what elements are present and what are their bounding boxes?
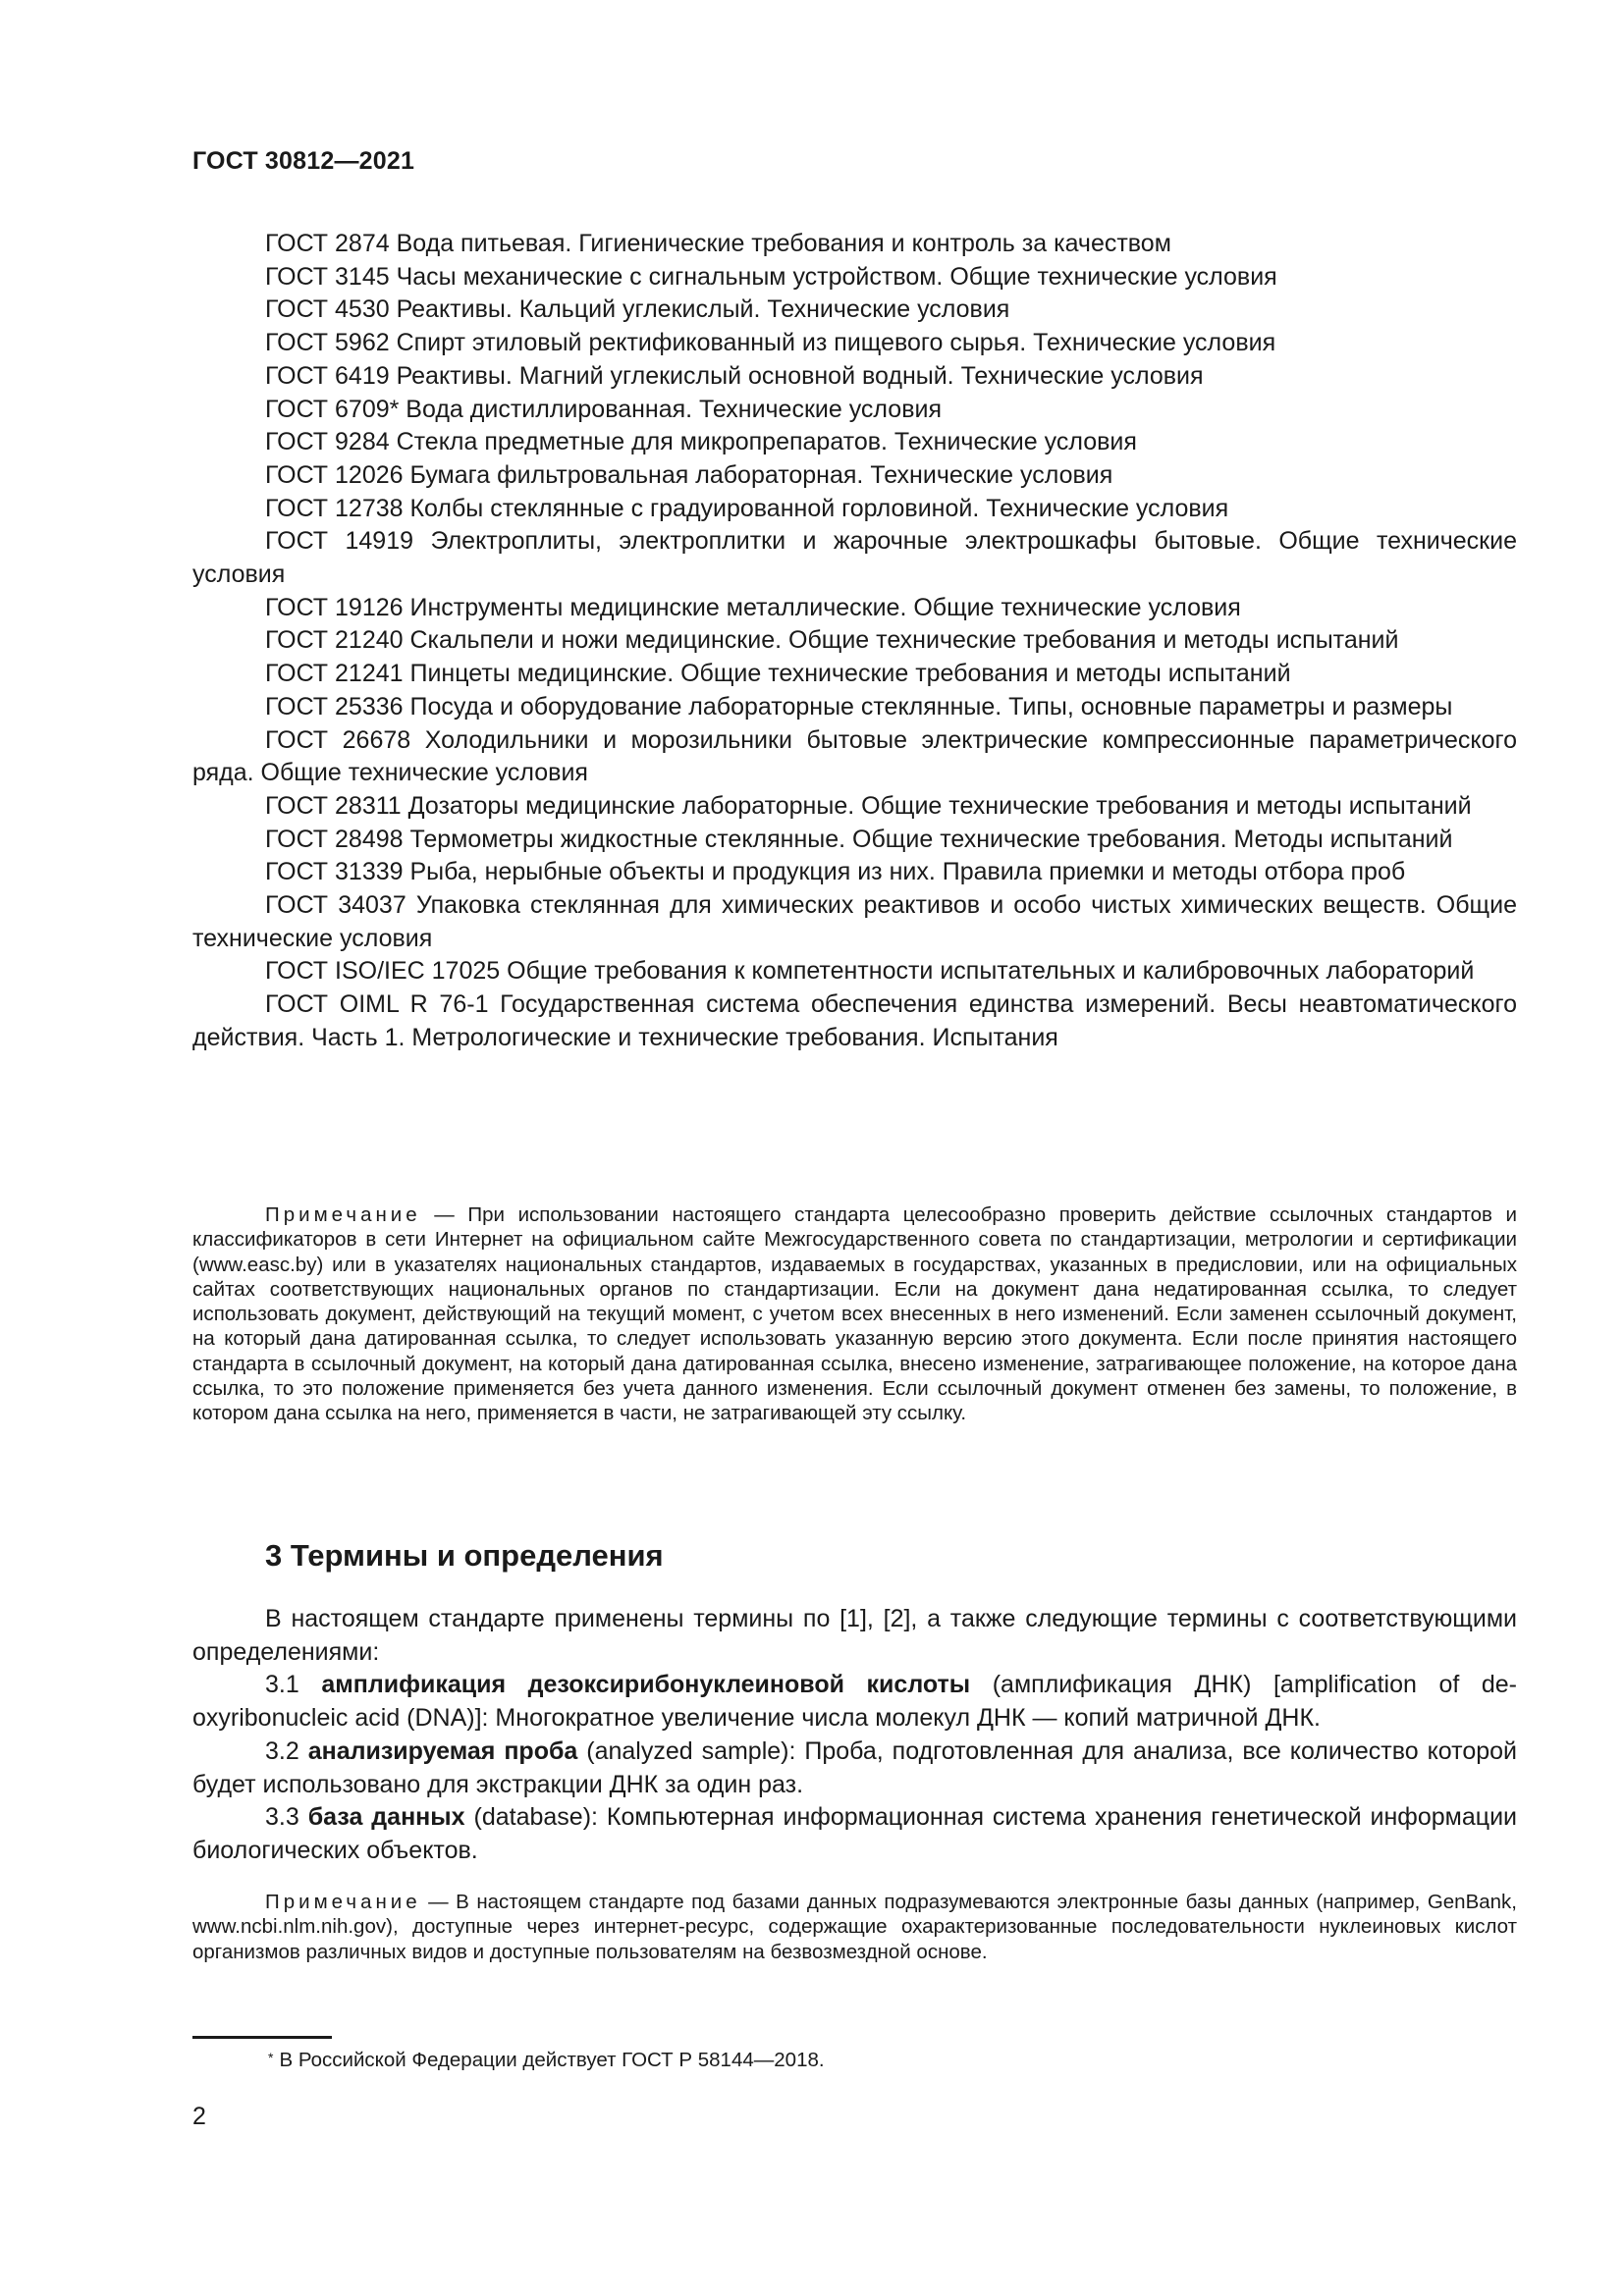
note-paragraph [192, 1890, 1517, 1964]
term-number: 3.1 [265, 1671, 322, 1699]
term-number: 3.2 [265, 1736, 308, 1765]
note-text: — В настоящем стандарте под базами данных подразумеваются электронные базы данных (например, GenBank, www.ncbi.nlm.nih.gov), доступные через интернет-ресурс, содержащие охарактеризованные последовательности нуклеиновых кислот организмов различных видов и доступные пользователям на безвозмездной основе. [192, 1891, 1517, 1963]
reference-item: ГОСТ 28311 Дозаторы медицинские лабораторные. Общие технические требования и методы испытаний [265, 791, 1472, 820]
reference-item: ГОСТ 28498 Термометры жидкостные стеклянные. Общие технические требования. Методы испытаний [265, 825, 1453, 853]
footnote-mark: * [268, 2050, 274, 2065]
reference-item: ГОСТ OIML R 76-1 Государственная система обеспечения единства измерений. Весы неавтоматического действия. Часть 1. Метрологические и технические требования. Испытания [192, 990, 1517, 1051]
reference-item: ГОСТ 5962 Спирт этиловый ректификованный из пищевого сырья. Технические условия [265, 329, 1276, 357]
term-definition: (амплификация ДНК) [amplification of deoxyribonucleic acid (DNA)]: Многократное увеличение числа молекул ДНК — копий матричной ДНК. [192, 1671, 1517, 1733]
reference-item: ГОСТ 14919 Электроплиты, электроплитки и жарочные электрошкафы бытовые. Общие технические условия [192, 527, 1517, 589]
term-title: анализируемая проба [307, 1736, 578, 1765]
reference-item: ГОСТ 21241 Пинцеты медицинские. Общие технические требования и методы испытаний [265, 660, 1291, 688]
database-note [192, 1890, 1517, 1964]
terms-intro: В настоящем стандарте применены термины по [1], [2], а также следующие термины с соответствующими определениями: [192, 1605, 1517, 1666]
note-label: Примечание [265, 1891, 421, 1913]
reference-item: ГОСТ 6419 Реактивы. Магний углекислый основной водный. Технические условия [265, 361, 1204, 390]
reference-item: ГОСТ 12026 Бумага фильтровальная лабораторная. Технические условия [265, 460, 1113, 489]
footnote-text: В Российской Федерации действует ГОСТ Р 58144—2018. [279, 2049, 825, 2071]
normative-references-list [192, 228, 1517, 1055]
reference-item: ГОСТ 25336 Посуда и оборудование лабораторные стеклянные. Типы, основные параметры и размеры [265, 692, 1453, 721]
term-number: 3.3 [265, 1803, 308, 1832]
reference-item: ГОСТ 21240 Скальпели и ножи медицинские. Общие технические требования и методы испытаний [265, 626, 1399, 655]
references-note [192, 1202, 1517, 1426]
section-heading: 3 Термины и определения [265, 1538, 664, 1573]
reference-item: ГОСТ 2874 Вода питьевая. Гигиенические требования и контроль за качеством [265, 230, 1171, 257]
reference-item: ГОСТ ISO/IEC 17025 Общие требования к компетентности испытательных и калибровочных лабораторий [265, 957, 1475, 986]
document-header: ГОСТ 30812—2021 [192, 147, 415, 175]
term-title: амплификация дезоксирибонуклеиновой кислоты [321, 1671, 971, 1699]
note-text: — При использовании настоящего стандарта целесообразно проверить действие ссылочных стандартов и классификаторов в сети Интернет на официальном сайте Межгосударственного совета по стандартизации, метрологии и сертификации (www.easc.by) или в указателях национальных стандартов, издаваемых в государствах, указанных в предисловии, или на официальных сайтах соответствующих национальных органов по стандартизации. Если на документ дана недатированная ссылка, то следует использовать документ, действующий на текущий момент, с учетом всех внесенных в него изменений. Если заменен ссылочный документ, на который дана датированная ссылка, то следует использовать указанную версию этого документа. Если после принятия настоящего стандарта в ссылочный документ, на который дана датированная ссылка, внесено изменение, затрагивающее положение, на которое дана ссылка, то это положение применяется без учета данного изменения. Если ссылочный документ отменен без замены, то положение, в котором дана ссылка на него, применяется в части, не затрагивающей эту ссылку. [192, 1203, 1517, 1425]
term-definition: (analyzed sample): Проба, подготовленная для анализа, все количество которой будет использовано для экстракции ДНК за один раз. [192, 1736, 1517, 1798]
reference-item: ГОСТ 6709* Вода дистиллированная. Технические условия [265, 395, 942, 423]
note-paragraph [192, 1202, 1517, 1426]
reference-item: ГОСТ 31339 Рыба, нерыбные объекты и продукция из них. Правила приемки и методы отбора проб [265, 858, 1406, 886]
term-definition: (database): Компьютерная информационная система хранения генетической информации биологических объектов. [192, 1803, 1518, 1864]
term-entry [192, 1669, 1517, 1735]
reference-item: ГОСТ 26678 Холодильники и морозильники бытовые электрические компрессионные параметрического ряда. Общие технические условия [192, 725, 1517, 787]
footnote-divider [192, 2036, 332, 2039]
term-entry [192, 1735, 1517, 1801]
reference-item: ГОСТ 9284 Стекла предметные для микропрепаратов. Технические условия [265, 428, 1137, 456]
terms-section [192, 1603, 1517, 1868]
reference-item: ГОСТ 12738 Колбы стеклянные с градуированной горловиной. Технические условия [265, 494, 1229, 522]
reference-item: ГОСТ 19126 Инструменты медицинские металлические. Общие технические условия [265, 593, 1241, 621]
reference-item: ГОСТ 3145 Часы механические с сигнальным устройством. Общие технические условия [265, 262, 1277, 291]
reference-item: ГОСТ 34037 Упаковка стеклянная для химических реактивов и особо чистых химических веществ. Общие технические условия [192, 891, 1517, 952]
footnote [268, 2049, 825, 2072]
term-entry [192, 1801, 1517, 1867]
note-label: Примечание [265, 1203, 421, 1226]
reference-item: ГОСТ 4530 Реактивы. Кальций углекислый. Технические условия [265, 295, 1010, 324]
page-number: 2 [192, 2103, 206, 2130]
term-title: база данных [307, 1803, 465, 1832]
